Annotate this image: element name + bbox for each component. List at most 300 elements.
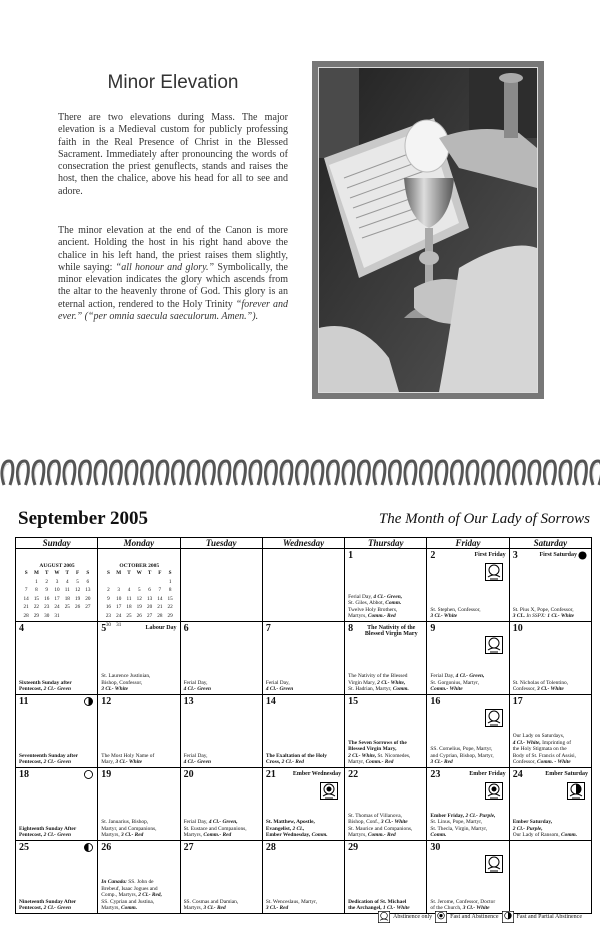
week-row xyxy=(16,622,592,695)
day-liturgy xyxy=(430,673,506,693)
day-number: 27 xyxy=(183,842,194,853)
mini-weekday: F xyxy=(158,570,162,576)
liturgy-feast: Dedication of St. Michael xyxy=(348,898,407,905)
feast-label: First Saturday xyxy=(539,552,577,558)
essay-p2-text-b: Symbolically, the minor elevation indicates the glory which ascends from the altar to the heavenly throne of God. This glory is an eternal action, rendered to the Holy Trinity xyxy=(58,261,288,310)
liturgy-class: In Canada: xyxy=(101,879,129,886)
spiral-ring-highlight xyxy=(81,464,86,482)
mini-day: 26 xyxy=(136,612,142,619)
liturgy-feast: The Exaltation of the Holy xyxy=(265,752,327,759)
weekday-thursday: Thursday xyxy=(345,538,427,549)
day-number: 22 xyxy=(348,769,359,780)
day-liturgy xyxy=(513,607,589,620)
day-cell-24[interactable] xyxy=(509,768,591,841)
full-moon-icon xyxy=(84,770,93,779)
day-liturgy xyxy=(101,673,177,693)
liturgy-class: Comm.- Red xyxy=(365,759,394,766)
spiral-ring-highlight xyxy=(35,464,40,482)
day-number: 18 xyxy=(19,769,29,780)
day-number: 8 xyxy=(348,623,354,634)
day-liturgy xyxy=(101,753,177,766)
liturgy-line: Body of St. Francis of Assisi, xyxy=(512,752,577,759)
day-liturgy xyxy=(513,819,589,839)
liturgy-class: 2 Cl.- Purple, xyxy=(465,812,496,819)
liturgy-feast: the Archangel, xyxy=(348,905,383,912)
liturgy-feast: Cross, xyxy=(265,759,282,766)
liturgy-class: 4 Cl.- Green, xyxy=(373,593,403,600)
mini-day: 1 xyxy=(35,578,38,585)
day-liturgy xyxy=(266,753,342,766)
mini-day xyxy=(62,613,72,619)
mini-day: 18 xyxy=(64,595,70,602)
liturgy-feast: Blessed Virgin Mary, xyxy=(348,746,397,753)
spiral-ring-highlight xyxy=(593,464,598,482)
mini-weekday: M xyxy=(33,570,39,576)
liturgy-line: the Holy Stigmata on the xyxy=(512,746,567,753)
mini-day: 22 xyxy=(167,604,173,611)
day-cell-19[interactable] xyxy=(98,768,180,841)
day-number: 17 xyxy=(512,696,523,707)
week-row xyxy=(16,768,592,841)
liturgy-class: Comm. xyxy=(385,600,402,607)
abstinence-icon xyxy=(378,911,390,923)
day-cell-17[interactable] xyxy=(509,695,591,768)
mini-day xyxy=(103,579,113,585)
week-row xyxy=(16,841,592,914)
month-grid xyxy=(15,537,592,914)
mini-day: 20 xyxy=(85,595,91,602)
mini-day: 4 xyxy=(65,578,69,585)
day-cell-26[interactable] xyxy=(98,841,180,914)
liturgy-class: 2 Cl.- White, xyxy=(348,752,378,759)
liturgy-class: 4 Cl.- Green xyxy=(265,686,294,693)
spiral-ring-highlight xyxy=(19,464,24,482)
day-liturgy xyxy=(513,733,589,766)
day-liturgy xyxy=(266,680,342,693)
mini-day: 2 xyxy=(45,578,48,585)
mini-day xyxy=(21,579,31,585)
weekday-tuesday: Tuesday xyxy=(180,538,262,549)
liturgy-class: Comm.- White xyxy=(430,686,463,693)
day-liturgy xyxy=(184,680,260,693)
empty-day-cell xyxy=(262,549,344,622)
liturgy-class: 2 Cl.- Green xyxy=(43,832,71,839)
day-liturgy xyxy=(101,879,177,912)
mini-day: 3 xyxy=(117,587,120,594)
day-number: 11 xyxy=(19,696,29,707)
day-number: 23 xyxy=(430,769,441,780)
liturgy-feast: St. Matthew, Apostle, xyxy=(265,819,315,826)
fast-abstinence-icon xyxy=(485,782,503,800)
mini-day: 27 xyxy=(85,604,91,611)
liturgy-class: 3 Cl.- Red xyxy=(121,832,144,839)
week-row xyxy=(16,695,592,768)
abstinence-icon xyxy=(485,855,503,873)
liturgy-class: Comm.- Red xyxy=(367,832,396,839)
liturgy-line: Martyrs, xyxy=(348,613,368,620)
liturgy-class: Comm.- Red xyxy=(203,832,232,839)
feast-label xyxy=(359,625,423,637)
liturgy-class: 3 Cl.- White xyxy=(101,686,128,693)
mini-calendar-august xyxy=(21,563,93,619)
day-cell-3[interactable] xyxy=(509,549,591,622)
chalice-host-illustration xyxy=(319,68,537,392)
mini-day xyxy=(72,613,82,619)
abstinence-icon xyxy=(485,563,503,581)
weekday-wednesday: Wednesday xyxy=(262,538,344,549)
day-number: 21 xyxy=(265,769,276,780)
day-number: 25 xyxy=(19,842,29,853)
liturgy-class: 3 CL. xyxy=(512,613,527,620)
liturgy-feast: Nineteenth Sunday After xyxy=(19,898,77,905)
liturgy-line: Martyr, and Companions, xyxy=(101,825,157,832)
day-number: 7 xyxy=(265,623,271,634)
spiral-ring-highlight xyxy=(205,464,210,482)
liturgy-line: St. Thecla, Virgin, Martyr, xyxy=(430,825,488,832)
mini-day: 13 xyxy=(85,587,91,594)
liturgy-class: Comm. xyxy=(430,832,447,839)
mini-day xyxy=(83,613,93,619)
liturgy-class: 4 Cl.- White, xyxy=(512,739,543,746)
liturgy-class: 1 Cl.- White xyxy=(547,613,575,620)
liturgy-class: 3 Cl.- Red xyxy=(203,905,226,912)
spiral-ring-highlight xyxy=(159,464,164,482)
mini-day: 2 xyxy=(107,587,110,594)
mini-day: 5 xyxy=(76,578,79,585)
mini-day: 21 xyxy=(157,604,163,611)
spiral-ring-highlight xyxy=(329,464,334,482)
mini-day: 4 xyxy=(127,587,131,594)
liturgy-line: Ferial Day, xyxy=(183,752,208,759)
liturgy-class: 4 Cl.- Green xyxy=(183,759,211,766)
mini-weekday: M xyxy=(116,570,122,576)
day-number: 19 xyxy=(101,769,112,780)
day-cell-14[interactable] xyxy=(262,695,344,768)
weekday-header-row xyxy=(16,538,592,549)
liturgy-line: Twelve Holy Brothers, xyxy=(348,606,398,613)
day-cell-27[interactable] xyxy=(180,841,262,914)
liturgy-line: Martyrs, xyxy=(183,905,204,912)
spiral-ring-highlight xyxy=(97,464,102,482)
day-number: 3 xyxy=(512,550,518,561)
day-number: 2 xyxy=(430,550,436,561)
day-number: 29 xyxy=(348,842,359,853)
liturgy-line: Martyrs, xyxy=(183,832,204,839)
liturgy-class: 3 Cl.- Red xyxy=(430,759,453,766)
day-cell-10[interactable] xyxy=(509,622,591,695)
essay-p2-text-a: The minor elevation at the end of the Canon is more ancient. Holding the host in his right hand above the chalice in his left hand, the priest raises them slightly, while saying: xyxy=(58,225,288,273)
day-cell-8[interactable] xyxy=(345,622,427,695)
legend-abstinence-label: Abstinence only xyxy=(393,914,433,920)
day-cell-12[interactable] xyxy=(98,695,180,768)
day-cell-11[interactable] xyxy=(16,695,98,768)
day-cell-21[interactable] xyxy=(262,768,344,841)
new-moon-icon xyxy=(578,551,587,560)
spiral-ring-highlight xyxy=(577,464,582,482)
liturgy-line: St. Jerome, Confessor, Doctor xyxy=(430,898,496,905)
day-cell-20[interactable] xyxy=(180,768,262,841)
feast-label-line: The Nativity of the xyxy=(367,625,416,631)
mini-day: 9 xyxy=(45,587,48,594)
mini-day: 24 xyxy=(116,612,122,619)
spiral-binding xyxy=(0,455,600,495)
mini-day: 16 xyxy=(44,595,50,602)
liturgy-class: 3 Cl.- Red xyxy=(265,905,289,912)
liturgy-feast: Pentecost, xyxy=(19,905,44,912)
mini-weekday: T xyxy=(127,570,131,576)
mini-day xyxy=(114,579,124,585)
abstinence-icon xyxy=(485,636,503,654)
liturgy-line: Our Lady on Saturdays, xyxy=(512,733,565,740)
spiral-ring-highlight xyxy=(190,464,195,482)
liturgy-line: Virgin Mary, xyxy=(348,679,378,686)
day-number: 1 xyxy=(348,550,354,561)
spiral-ring-highlight xyxy=(252,464,257,482)
liturgy-line: SS. Cosmas and Damian, xyxy=(183,898,239,905)
mini-day: 13 xyxy=(146,595,153,602)
spiral-ring-highlight xyxy=(562,464,567,482)
day-cell-15[interactable] xyxy=(345,695,427,768)
mini-day: 11 xyxy=(126,595,132,602)
weekday-friday: Friday xyxy=(427,538,509,549)
liturgy-class: 3 Cl.- White xyxy=(115,759,143,766)
month-title: September 2005 xyxy=(18,508,148,529)
day-number: 30 xyxy=(430,842,441,853)
liturgy-line: Our Lady of Ransom, xyxy=(512,832,562,839)
day-number: 9 xyxy=(430,623,436,634)
spiral-ring-highlight xyxy=(236,464,241,482)
mini-day: 25 xyxy=(126,612,132,619)
liturgy-line: Comp., Martyrs, xyxy=(101,892,139,899)
liturgy-line: Ferial Day, xyxy=(183,819,209,826)
mini-day: 27 xyxy=(146,612,153,619)
liturgy-feast: Ember Wednesday, xyxy=(265,832,312,839)
mini-day: 23 xyxy=(105,612,112,619)
mini-day: 7 xyxy=(24,587,28,594)
mini-day: 10 xyxy=(116,595,122,602)
liturgy-line: Martyrs, xyxy=(101,905,122,912)
day-cell-30[interactable] xyxy=(427,841,509,914)
mini-calendar-title: AUGUST 2005 xyxy=(39,563,75,569)
spiral-ring-highlight xyxy=(469,464,474,482)
spiral-ring-highlight xyxy=(143,464,148,482)
liturgy-line: Imprinting of xyxy=(542,739,571,746)
day-number: 12 xyxy=(101,696,112,707)
spiral-ring-highlight xyxy=(50,464,55,482)
day-liturgy xyxy=(19,680,95,693)
weekday-sunday: Sunday xyxy=(16,538,98,549)
day-cell-6[interactable] xyxy=(180,622,262,695)
day-liturgy xyxy=(266,899,342,912)
mini-day xyxy=(134,579,144,585)
mini-day: 20 xyxy=(146,604,153,611)
spiral-ring-highlight xyxy=(112,464,117,482)
feast-label: Ember Friday xyxy=(469,771,506,777)
day-liturgy xyxy=(101,819,177,839)
mini-day: 28 xyxy=(157,612,163,619)
mini-day: 7 xyxy=(158,587,162,594)
day-cell-13[interactable] xyxy=(180,695,262,768)
liturgy-line: Martyrs, xyxy=(348,832,368,839)
mini-calendar-cell xyxy=(16,549,98,622)
liturgy-class: Comm. xyxy=(561,832,578,839)
mini-day: 14 xyxy=(157,595,163,602)
liturgy-line: The Most Holy Name of xyxy=(101,752,155,759)
liturgy-feast: Sixteenth Sunday after xyxy=(19,679,72,686)
mini-day: 22 xyxy=(33,604,40,611)
mini-day: 11 xyxy=(64,587,70,594)
spiral-ring-highlight xyxy=(438,464,443,482)
liturgy-class: 2 Cl., xyxy=(292,825,305,832)
liturgy-line: Mary, xyxy=(101,759,116,766)
mini-day: 28 xyxy=(23,612,29,619)
spiral-ring-highlight xyxy=(128,464,133,482)
spiral-ring-highlight xyxy=(546,464,551,482)
empty-day-cell xyxy=(509,841,591,914)
legend-fast-abstinence-label: Fast and Abstinence xyxy=(450,914,499,920)
liturgy-line: St. Maurice and Companions, xyxy=(348,825,413,832)
day-cell-23[interactable] xyxy=(427,768,509,841)
liturgy-class: Comm. - White xyxy=(537,759,571,766)
spiral-ring-highlight xyxy=(267,464,272,482)
liturgy-line: Brebeuf, Isaac Jogues and xyxy=(101,885,158,892)
mini-day: 9 xyxy=(107,595,110,602)
day-cell-22[interactable] xyxy=(345,768,427,841)
day-number: 20 xyxy=(183,769,194,780)
liturgy-class: 1 Cl.- White xyxy=(382,905,410,912)
liturgy-line: St. Januarius, Bishop, xyxy=(101,819,149,826)
day-liturgy xyxy=(266,819,342,839)
day-cell-16[interactable] xyxy=(427,695,509,768)
mini-weekday: W xyxy=(54,570,60,576)
day-liturgy xyxy=(348,740,424,766)
day-liturgy xyxy=(184,899,260,912)
mini-weekday: S xyxy=(168,570,172,576)
essay-title: Minor Elevation xyxy=(107,72,239,93)
feast-label: Ember Wednesday xyxy=(292,771,342,777)
day-cell-25[interactable] xyxy=(16,841,98,914)
mini-weekday: W xyxy=(136,570,142,576)
day-cell-5[interactable] xyxy=(98,622,180,695)
liturgy-line: Confessor, xyxy=(512,686,538,693)
mini-day xyxy=(155,579,165,585)
calendar-header xyxy=(15,508,590,534)
day-number: 13 xyxy=(183,696,194,707)
liturgy-line: and Cyprian, Bishop, Martyr, xyxy=(430,752,494,759)
mini-day: 6 xyxy=(86,578,90,585)
liturgy-feast: Eighteenth Sunday After xyxy=(19,825,77,832)
day-cell-2[interactable] xyxy=(427,549,509,622)
day-liturgy xyxy=(348,594,424,620)
liturgy-line: St. Hadrian, Martyr, xyxy=(348,686,393,693)
liturgy-class: 2 Cl.- Red, xyxy=(138,892,162,899)
day-liturgy xyxy=(430,607,506,620)
day-number: 26 xyxy=(101,842,112,853)
mini-day: 29 xyxy=(167,612,173,619)
fast-partial-abstinence-icon xyxy=(567,782,585,800)
day-cell-7[interactable] xyxy=(262,622,344,695)
liturgy-feast: Pentecost, xyxy=(19,759,44,766)
day-cell-9[interactable] xyxy=(427,622,509,695)
abstinence-icon xyxy=(485,709,503,727)
day-cell-4[interactable] xyxy=(16,622,98,695)
day-cell-1[interactable] xyxy=(345,549,427,622)
day-number: 15 xyxy=(348,696,359,707)
mini-day: 19 xyxy=(74,595,81,602)
mini-day xyxy=(124,579,134,585)
day-number: 5 xyxy=(101,623,107,634)
liturgy-line: SS. Cornelius, Pope, Martyr, xyxy=(430,746,493,753)
fast-abstinence-icon xyxy=(320,782,338,800)
day-liturgy xyxy=(19,899,95,912)
weekday-monday: Monday xyxy=(98,538,180,549)
liturgy-line: St. Eustace and Companions, xyxy=(183,825,247,832)
mini-weekday: T xyxy=(65,570,70,576)
week-row xyxy=(16,549,592,622)
spiral-ring-highlight xyxy=(174,464,179,482)
liturgy-line: St. Giles, Abbot, xyxy=(348,600,386,607)
day-number: 24 xyxy=(512,769,523,780)
liturgy-line: SS. Cyprian and Justina, xyxy=(101,898,155,905)
day-number: 28 xyxy=(265,842,276,853)
day-number: 10 xyxy=(512,623,523,634)
fast-abstinence-icon xyxy=(435,911,447,923)
essay-p2-quote-1: “all honour and glory.” xyxy=(115,261,215,273)
liturgy-line: SS. John de xyxy=(128,879,154,886)
liturgy-line: Martyrs, xyxy=(101,832,122,839)
day-liturgy xyxy=(430,746,506,766)
mini-day: 10 xyxy=(54,587,60,594)
mini-day: 31 xyxy=(54,612,60,619)
mini-day: 24 xyxy=(54,604,60,611)
mini-day: 5 xyxy=(137,587,141,594)
liturgy-line: St. Nicomedes, xyxy=(377,752,411,759)
feast-label: Labour Day xyxy=(145,625,177,631)
mini-day: 30 xyxy=(105,621,112,628)
mini-day: 8 xyxy=(35,587,38,594)
mini-day: 23 xyxy=(44,604,50,611)
mini-day: 3 xyxy=(55,578,59,585)
day-liturgy xyxy=(348,673,424,693)
spiral-ring-highlight xyxy=(391,464,396,482)
liturgy-feast: Pentecost, xyxy=(19,686,44,693)
spiral-ring-highlight xyxy=(66,464,71,482)
day-liturgy xyxy=(19,753,95,766)
elevation-photo xyxy=(312,61,544,399)
liturgy-line: of the Church, xyxy=(430,905,463,912)
feast-label: Ember Saturday xyxy=(545,771,588,777)
liturgy-class: 2 Cl.- Red xyxy=(281,759,304,766)
day-cell-18[interactable] xyxy=(16,768,98,841)
liturgy-class: Comm. xyxy=(121,905,138,912)
liturgy-feast: Ember Friday, xyxy=(430,812,466,819)
mini-day: 31 xyxy=(116,621,122,628)
liturgy-class: 4 Cl.- Green xyxy=(183,686,211,693)
day-cell-29[interactable] xyxy=(345,841,427,914)
spiral-ring-highlight xyxy=(298,464,303,482)
mini-calendar-title: OCTOBER 2005 xyxy=(119,563,160,569)
mini-day: 6 xyxy=(148,587,151,594)
liturgy-line: St. Stephen, Confessor, xyxy=(430,606,481,613)
day-cell-28[interactable] xyxy=(262,841,344,914)
liturgy-line: Ferial Day, xyxy=(430,673,456,680)
essay-paragraph-1: There are two elevations during Mass. The major elevation is a Medieval custom for publicly professing faith in the Real Presence of Christ in the Blessed Sacrament. Immediately after pronouncing the words of consecration the priest genuflects, stands and raises the host, then the chalice, above his head for all to see and adore. xyxy=(58,112,288,197)
spiral-ring-highlight xyxy=(345,464,350,482)
spiral-ring-highlight xyxy=(314,464,319,482)
mini-weekday: T xyxy=(147,570,152,576)
liturgy-feast: The Seven Sorrows of the xyxy=(348,739,407,746)
liturgy-class: Comm.- Red xyxy=(367,613,396,620)
